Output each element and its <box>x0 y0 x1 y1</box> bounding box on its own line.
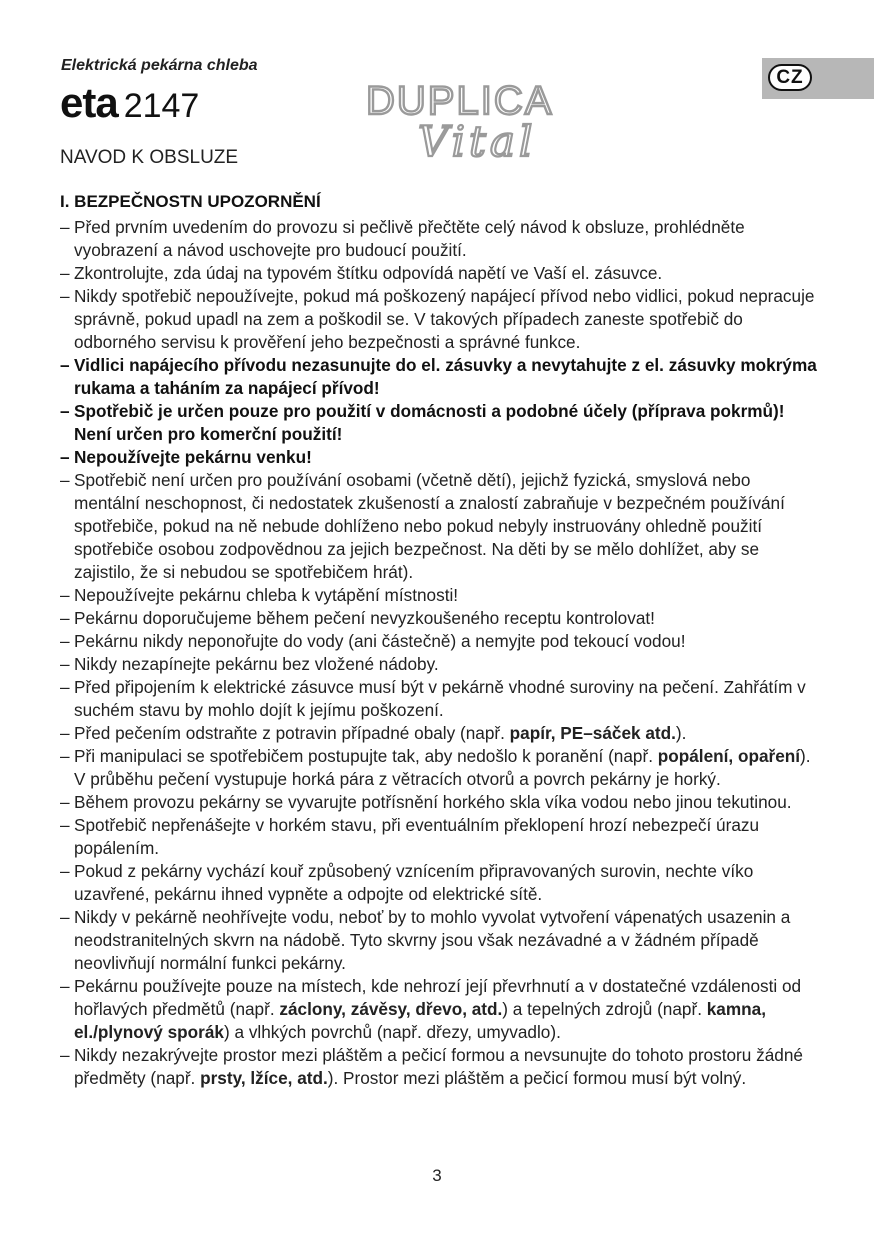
section-heading: I. BEZPEČNOSTN UPOZORNĚNÍ <box>60 192 321 211</box>
safety-item <box>60 630 820 653</box>
safety-item <box>60 354 820 400</box>
safety-item <box>60 975 820 1044</box>
item-text: Vidlici napájecího přívodu nezasunujte do el. zásuvky a nevytahujte z el. zásuvky mokrýma rukama a taháním za napájecí přívod! <box>74 355 817 398</box>
safety-item <box>60 469 820 584</box>
item-text: Před pečením odstraňte z potravin případné obaly (např. <box>74 723 510 743</box>
item-text: Nepoužívejte pekárnu chleba k vytápění místnosti! <box>74 585 459 605</box>
safety-item <box>60 216 820 262</box>
safety-item <box>60 676 820 722</box>
item-text: Před připojením k elektrické zásuvce musí být v pekárně vhodné suroviny na pečení. Zahřátím v suchém stavu by mohlo dojít k jejímu poškození. <box>74 677 806 720</box>
page-number: 3 <box>432 1166 442 1185</box>
safety-item <box>60 1044 820 1090</box>
item-text: ). V průběhu pečení vystupuje horká pára z větracích otvorů a povrch pekárny je horký. <box>74 746 811 789</box>
safety-item <box>60 906 820 975</box>
item-text: Zkontrolujte, zda údaj na typovém štítku odpovídá napětí ve Vaší el. zásuvce. <box>74 263 663 283</box>
safety-item <box>60 860 820 906</box>
duplica-vital-logo <box>362 74 582 164</box>
item-text: Pokud z pekárny vychází kouř způsobený vznícením připravovaných surovin, nechte víko uzavřené, pekárnu ihned vypněte a odpojte od elektrické sítě. <box>74 861 754 904</box>
manual-title: NAVOD K OBSLUZE <box>60 147 239 168</box>
safety-item <box>60 262 820 285</box>
product-subtitle: Elektrická pekárna chleba <box>61 57 258 74</box>
item-text: Nikdy nezapínejte pekárnu bez vložené nádoby. <box>74 654 439 674</box>
item-text: Pekárnu doporučujeme během pečení nevyzkoušeného receptu kontrolovat! <box>74 608 655 628</box>
item-text: Spotřebič není určen pro používání osobami (včetně dětí), jejichž fyzická, smyslová nebo mentální neschopnost, či nedostatek zkušeností a znalostí zabraňuje v bezpečném používání spotřebiče, pokud na ně nebude dohlíženo nebo pokud nebyly instruovány ohledně použití spotřebiče osobou zodpovědnou za jejich bezpečnost. Na děti by se mělo dohlížet, aby se zajistilo, že si nebudou se spotřebičem hrát). <box>74 470 785 582</box>
safety-item <box>60 446 820 469</box>
item-text: Při manipulaci se spotřebičem postupujte tak, aby nedošlo k poranění (např. <box>74 746 658 766</box>
item-text: Před prvním uvedením do provozu si pečlivě přečtěte celý návod k obsluze, prohlédněte vyobrazení a návod uschovejte pro budoucí použití. <box>74 217 745 260</box>
item-text: Během provozu pekárny se vyvarujte potřísnění horkého skla víka vodou nebo jinou tekutinou. <box>74 792 792 812</box>
safety-item <box>60 584 820 607</box>
safety-list <box>60 216 820 1090</box>
emphasis-text: záclony, závěsy, dřevo, atd. <box>279 999 503 1019</box>
item-text: Spotřebič je určen pouze pro použití v domácnosti a podobné účely (příprava pokrmů)! Není určen pro komerční použití! <box>74 401 785 444</box>
logo-wordmark: DUPLICA <box>366 79 554 123</box>
item-text: Nepoužívejte pekárnu venku! <box>74 447 312 467</box>
language-badge: CZ <box>768 64 812 91</box>
safety-item <box>60 400 820 446</box>
safety-item <box>60 722 820 745</box>
safety-item <box>60 745 820 791</box>
brand-name: eta <box>60 79 118 126</box>
emphasis-text: papír, PE–sáček atd. <box>509 723 676 743</box>
emphasis-text: popálení, opaření <box>657 746 801 766</box>
item-text: ). Prostor mezi pláštěm a pečicí formou musí být volný. <box>327 1068 747 1088</box>
safety-item <box>60 791 820 814</box>
emphasis-text: kamna, el./plynový sporák <box>74 999 766 1042</box>
item-text: ) a tepelných zdrojů (např. <box>502 999 707 1019</box>
item-text: Nikdy nezakrývejte prostor mezi pláštěm a pečicí formou a nevsunujte do tohoto prostoru žádné předměty (např. <box>74 1045 803 1088</box>
item-text: ) a vlhkých povrchů (např. dřezy, umyvadlo). <box>223 1022 561 1042</box>
model-designation <box>60 79 200 126</box>
logo-script: Vital <box>418 117 537 166</box>
emphasis-text: prsty, lžíce, atd. <box>200 1068 328 1088</box>
model-number: 2147 <box>123 87 200 125</box>
duplica-vital-logo-graphic <box>362 74 582 164</box>
item-text: ). <box>675 723 687 743</box>
safety-item <box>60 607 820 630</box>
item-text: Pekárnu nikdy neponořujte do vody (ani částečně) a nemyjte pod tekoucí vodou! <box>74 631 686 651</box>
safety-item <box>60 814 820 860</box>
item-text: Spotřebič nepřenášejte v horkém stavu, při eventuálním překlopení hrozí nebezpečí úrazu popálením. <box>74 815 760 858</box>
safety-item <box>60 285 820 354</box>
item-text: Nikdy v pekárně neohřívejte vodu, neboť by to mohlo vyvolat vytvoření vápenatých usazenin a neodstranitelných skvrn na nádobě. Tyto skvrny jsou však nezávadné a v žádném případě neovlivňují normální funkci pekárny. <box>74 907 791 973</box>
safety-item <box>60 653 820 676</box>
item-text: Nikdy spotřebič nepoužívejte, pokud má poškozený napájecí přívod nebo vidlici, pokud nepracuje správně, pokud upadl na zem a poškodil se. V takových případech zaneste spotřebič do odborného servisu k prověření jeho bezpečnosti a správné funkce. <box>74 286 815 352</box>
item-text: Pekárnu používejte pouze na místech, kde nehrozí její převrhnutí a v dostatečné vzdálenosti od hořlavých předmětů (např. <box>74 976 802 1019</box>
